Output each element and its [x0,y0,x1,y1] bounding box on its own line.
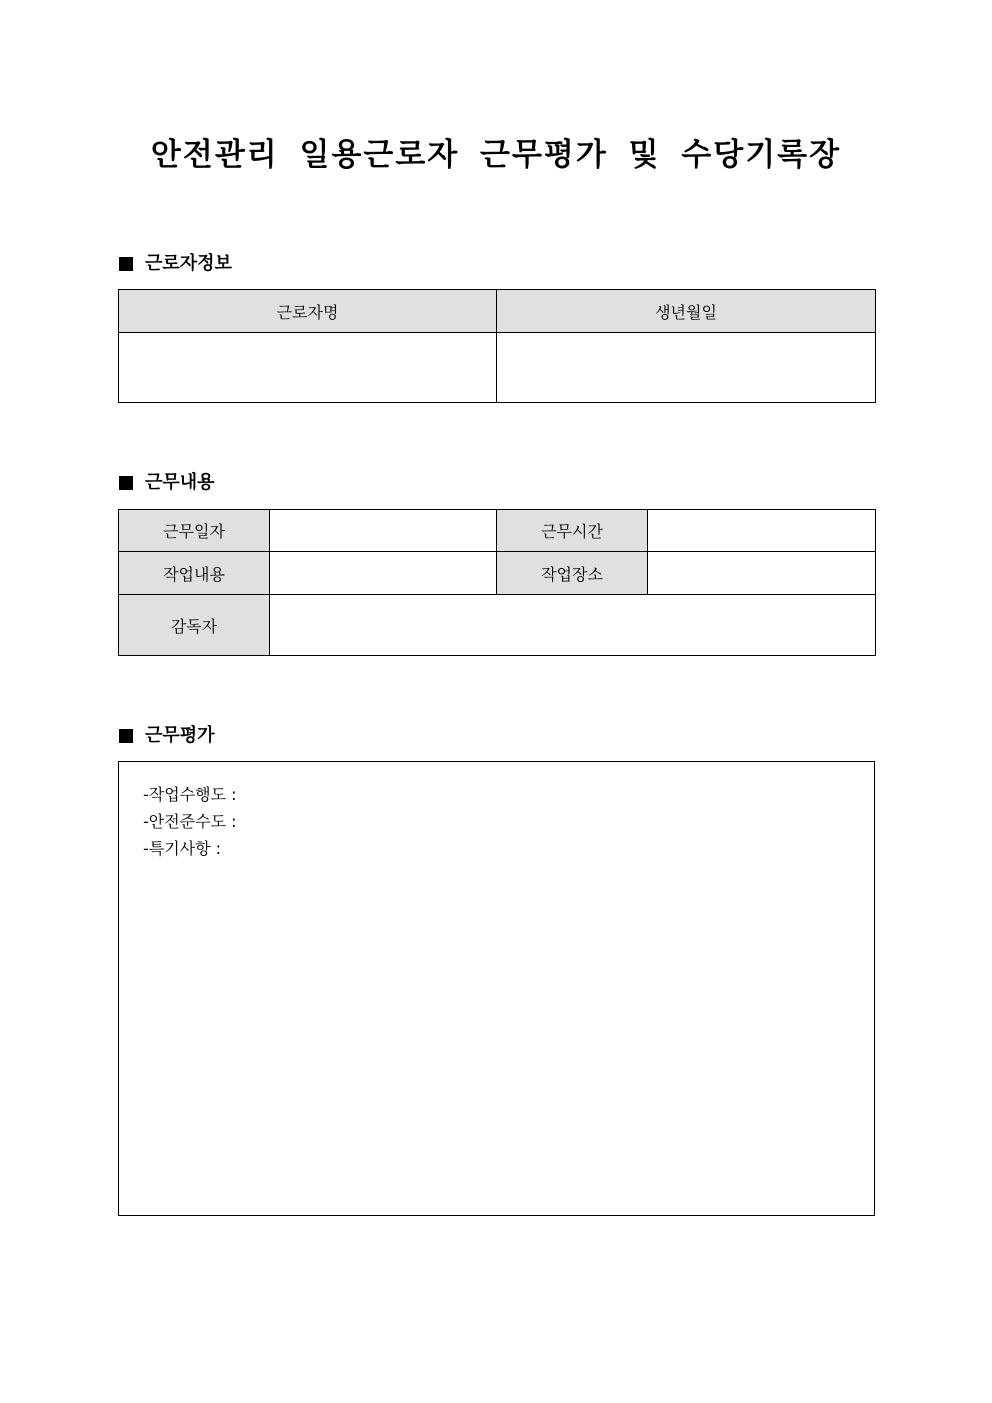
section-heading-worker-info [119,252,232,276]
section-bullet-icon [119,257,133,271]
evaluation-lines [143,781,237,862]
document-title: 안전관리 일용근로자 근무평가 및 수당기록장 [150,137,842,173]
worker-name-header: 근로자명 [119,290,497,333]
work-date-field[interactable] [270,510,497,552]
evaluation-box[interactable] [118,761,875,1216]
worker-name-field[interactable] [119,333,497,403]
work-hours-label: 근무시간 [497,510,648,552]
section-heading-evaluation [119,724,215,748]
work-details-table [118,509,876,656]
task-performance-line: -작업수행도 : [143,785,237,804]
work-location-field[interactable] [648,552,876,595]
safety-compliance-line: -안전준수도 : [143,812,237,831]
supervisor-label: 감독자 [119,595,270,656]
task-content-field[interactable] [270,552,497,595]
work-location-label: 작업장소 [497,552,648,595]
worker-info-table [118,289,876,403]
section-heading-label: 근무내용 [145,472,215,493]
supervisor-field[interactable] [270,595,876,656]
task-content-label: 작업내용 [119,552,270,595]
section-heading-label: 근로자정보 [145,253,232,274]
section-bullet-icon [119,476,133,490]
section-bullet-icon [119,729,133,743]
section-heading-label: 근무평가 [145,725,215,746]
birthdate-header: 생년월일 [497,290,876,333]
work-date-label: 근무일자 [119,510,270,552]
section-heading-work-details [119,471,215,495]
birthdate-field[interactable] [497,333,876,403]
work-hours-field[interactable] [648,510,876,552]
special-notes-line: -특기사항 : [143,839,222,858]
